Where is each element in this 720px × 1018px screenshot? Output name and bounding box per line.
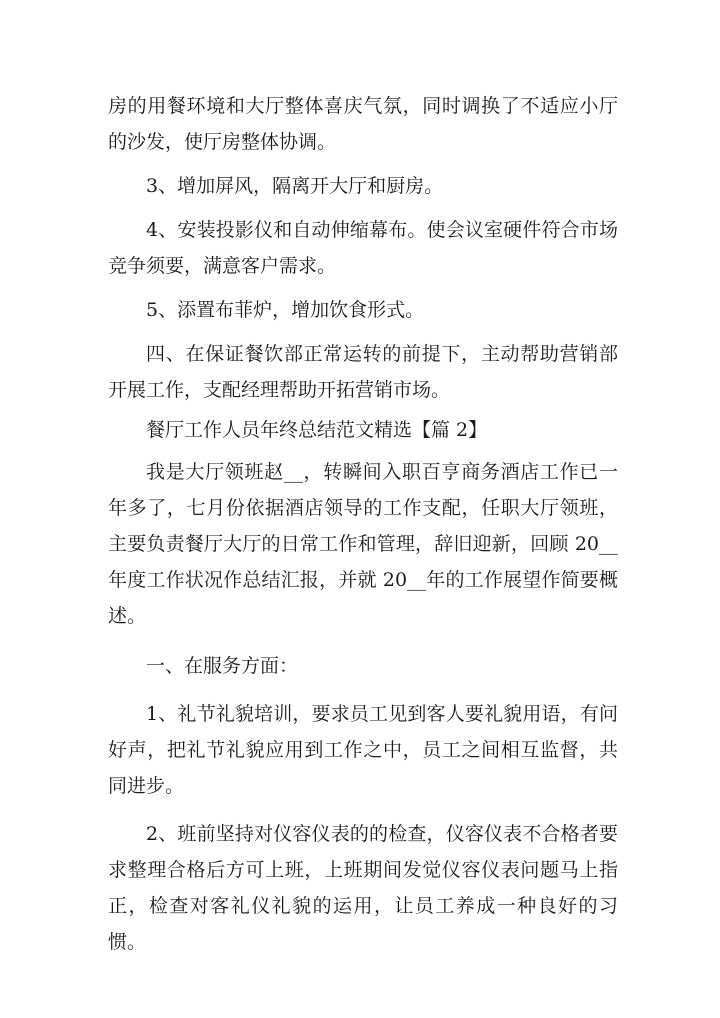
paragraph-item-2-appearance: 2、班前坚持对仪容仪表的的检查，仪容仪表不合格者要求整理合格后方可上班，上班期间发觉仪容仪表问题马上指正，检查对客礼仪礼貌的运用，让员工养成一种良好的习惯。 (108, 823, 618, 953)
paragraph-section-4-marketing: 四、在保证餐饮部正常运转的前提下，主动帮助营销部开展工作，支配经理帮助开拓营销市场。 (108, 343, 618, 401)
paragraph-item-3-screen: 3、增加屏风，隔离开大厅和厨房。 (146, 175, 444, 197)
paragraph-intro: 我是大厅领班赵__，转瞬间入职百亨商务酒店工作已一年多了，七月份依据酒店领导的工作支配，任职大厅领班，主要负责餐厅大厅的日常工作和管理，辞旧迎新，回顾 20__年度工作状况作总结汇报，并就 20__年的工作展望作简要概述。 (108, 461, 618, 627)
paragraph-item-4-projector: 4、安装投影仪和自动伸缩幕布。使会议室硬件符合市场竞争须要，满意客户需求。 (108, 219, 618, 277)
paragraph-item-5-buffet: 5、添置布菲炉，增加饮食形式。 (146, 299, 425, 321)
document-body (108, 88, 618, 960)
paragraph-section-1-service: 一、在服务方面： (146, 655, 299, 677)
article-title-part-2: 餐厅工作人员年终总结范文精选【篇 2】 (146, 419, 488, 441)
paragraph-continued-decor: 房的用餐环境和大厅整体喜庆气氛，同时调换了不适应小厅的沙发，使厅房整体协调。 (108, 95, 618, 153)
paragraph-item-1-etiquette: 1、礼节礼貌培训，要求员工见到客人要礼貌用语，有问好声，把礼节礼貌应用到工作之中，员工之间相互监督，共同进步。 (108, 703, 618, 797)
